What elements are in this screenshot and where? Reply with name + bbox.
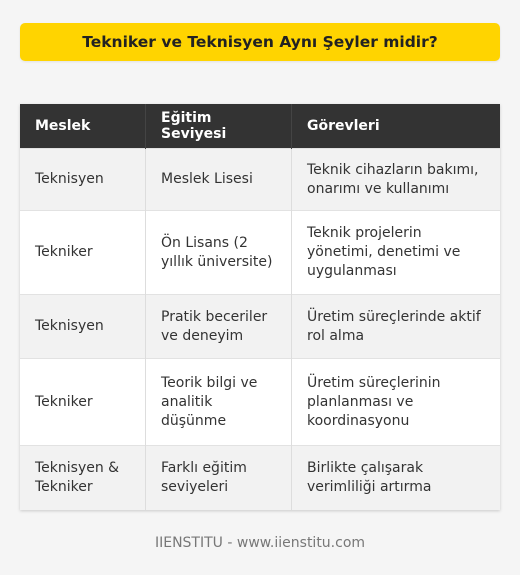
footer-credit: IIENSTITU - www.iienstitu.com xyxy=(154,535,366,551)
table-cell-gorev: Teknik projelerin yönetimi, denetimi ve uygulanması xyxy=(292,211,501,295)
column-header-meslek: Meslek xyxy=(20,104,146,149)
table-cell-egitim: Ön Lisans (2 yıllık üniversite) xyxy=(146,211,292,295)
table-cell-gorev: Üretim süreçlerinde aktif rol alma xyxy=(292,295,501,359)
table-cell-meslek: Teknisyen & Tekniker xyxy=(20,446,146,510)
table-row xyxy=(20,211,500,295)
table-row xyxy=(20,446,500,510)
table-cell-meslek: Teknisyen xyxy=(20,149,146,211)
table-cell-egitim: Farklı eğitim seviyeleri xyxy=(146,446,292,510)
table-header-row xyxy=(20,104,500,149)
column-header-egitim-seviyesi: Eğitim Seviyesi xyxy=(146,104,292,149)
title-banner xyxy=(20,23,500,61)
comparison-table xyxy=(20,104,500,510)
column-header-gorevleri: Görevleri xyxy=(292,104,501,149)
table-row xyxy=(20,149,500,211)
table-cell-gorev: Üretim süreçlerinin planlanması ve koordinasyonu xyxy=(292,359,501,446)
table-cell-egitim: Meslek Lisesi xyxy=(146,149,292,211)
table-cell-meslek: Tekniker xyxy=(20,211,146,295)
table-row xyxy=(20,359,500,446)
table-cell-gorev: Teknik cihazların bakımı, onarımı ve kullanımı xyxy=(292,149,501,211)
page-title: Tekniker ve Teknisyen Aynı Şeyler midir? xyxy=(82,33,438,51)
table-cell-gorev: Birlikte çalışarak verimliliği artırma xyxy=(292,446,501,510)
table-cell-egitim: Pratik beceriler ve deneyim xyxy=(146,295,292,359)
table-cell-meslek: Tekniker xyxy=(20,359,146,446)
table-cell-egitim: Teorik bilgi ve analitik düşünme xyxy=(146,359,292,446)
table-cell-meslek: Teknisyen xyxy=(20,295,146,359)
table-row xyxy=(20,295,500,359)
